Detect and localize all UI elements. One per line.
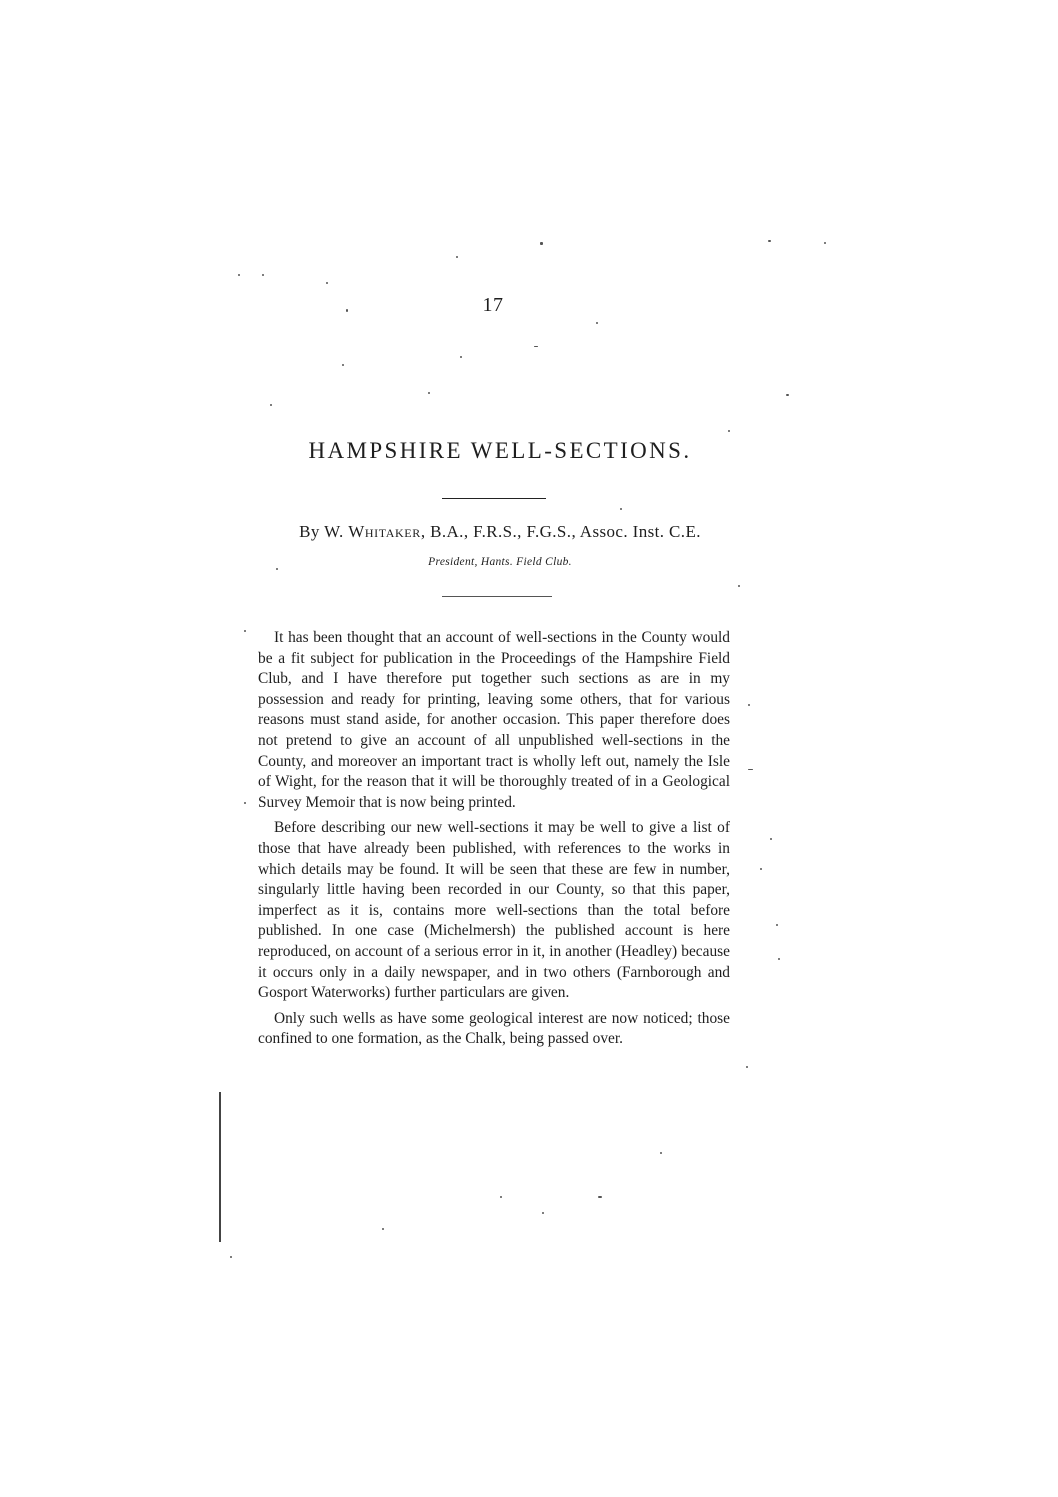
speck bbox=[244, 802, 246, 804]
speck bbox=[342, 364, 344, 366]
byline-rule bbox=[442, 596, 552, 597]
speck bbox=[770, 838, 772, 840]
speck bbox=[598, 1196, 602, 1198]
speck bbox=[776, 924, 778, 926]
speck bbox=[760, 868, 762, 870]
speck bbox=[238, 274, 240, 276]
speck bbox=[326, 282, 328, 284]
byline bbox=[200, 522, 800, 542]
article-body bbox=[258, 628, 730, 1055]
author-affiliation: President, Hants. Field Club. bbox=[428, 556, 572, 568]
page-title: HAMPSHIRE WELL-SECTIONS. bbox=[308, 438, 692, 463]
author-name: Whitaker bbox=[348, 522, 421, 541]
speck bbox=[262, 274, 264, 276]
speck bbox=[244, 630, 246, 632]
title-rule bbox=[442, 498, 546, 499]
author-credentials: , B.A., F.R.S., F.G.S., Assoc. Inst. C.E. bbox=[420, 522, 701, 541]
speck bbox=[230, 1256, 232, 1258]
byline-prefix: By W. bbox=[299, 522, 349, 541]
paragraph: It has been thought that an account of well-sections in the County would be a fit subject for publication in the Proceedings of the Hampshire Field Club, and I have therefore put together such sections as are in my possession and ready for printing, leaving some others, that for various reasons must stand aside, for another occasion. This paper therefore does not pretend to give an account of all unpublished well-sections in the County, and moreover an important tract is wholly left out, namely the Isle of Wight, for the reason that it will be thoroughly treated of in a Geological Survey Memoir that is now being printed. bbox=[258, 629, 730, 811]
speck bbox=[746, 1066, 748, 1068]
speck bbox=[346, 309, 348, 312]
speck bbox=[460, 356, 462, 358]
speck bbox=[456, 256, 458, 258]
speck bbox=[276, 568, 278, 570]
speck bbox=[270, 404, 272, 406]
speck bbox=[748, 704, 750, 706]
speck bbox=[660, 1152, 662, 1154]
speck bbox=[738, 585, 740, 587]
speck bbox=[542, 1212, 544, 1214]
scan-margin-line bbox=[219, 1092, 221, 1242]
speck bbox=[768, 240, 771, 242]
speck bbox=[540, 242, 543, 245]
paragraph: Before describing our new well-sections it may be well to give a list of those that have already been published, with references to the works in which details may be found. It will be seen that these are few in number, singularly little having been recorded in our County, so that this paper, imperfect as it is, contains more well-sections than the total before published. In one case (Michelmersh) the published account is here reproduced, on account of a serious error in it, in another (Headley) because it occurs only in a daily newspaper, and in two others (Farnborough and Gosport Waterworks) further particulars are given. bbox=[258, 819, 730, 1002]
speck bbox=[382, 1228, 384, 1230]
speck bbox=[824, 242, 826, 244]
speck bbox=[786, 394, 789, 396]
speck bbox=[596, 322, 598, 324]
speck bbox=[428, 392, 430, 394]
speck bbox=[620, 508, 622, 510]
speck bbox=[728, 430, 730, 432]
speck bbox=[748, 769, 753, 770]
speck bbox=[500, 1196, 502, 1198]
speck bbox=[534, 346, 538, 347]
speck bbox=[778, 958, 780, 960]
page-number: 17 bbox=[482, 294, 504, 316]
paragraph: Only such wells as have some geological interest are now noticed; those confined to one formation, as the Chalk, being passed over. bbox=[258, 1009, 730, 1048]
